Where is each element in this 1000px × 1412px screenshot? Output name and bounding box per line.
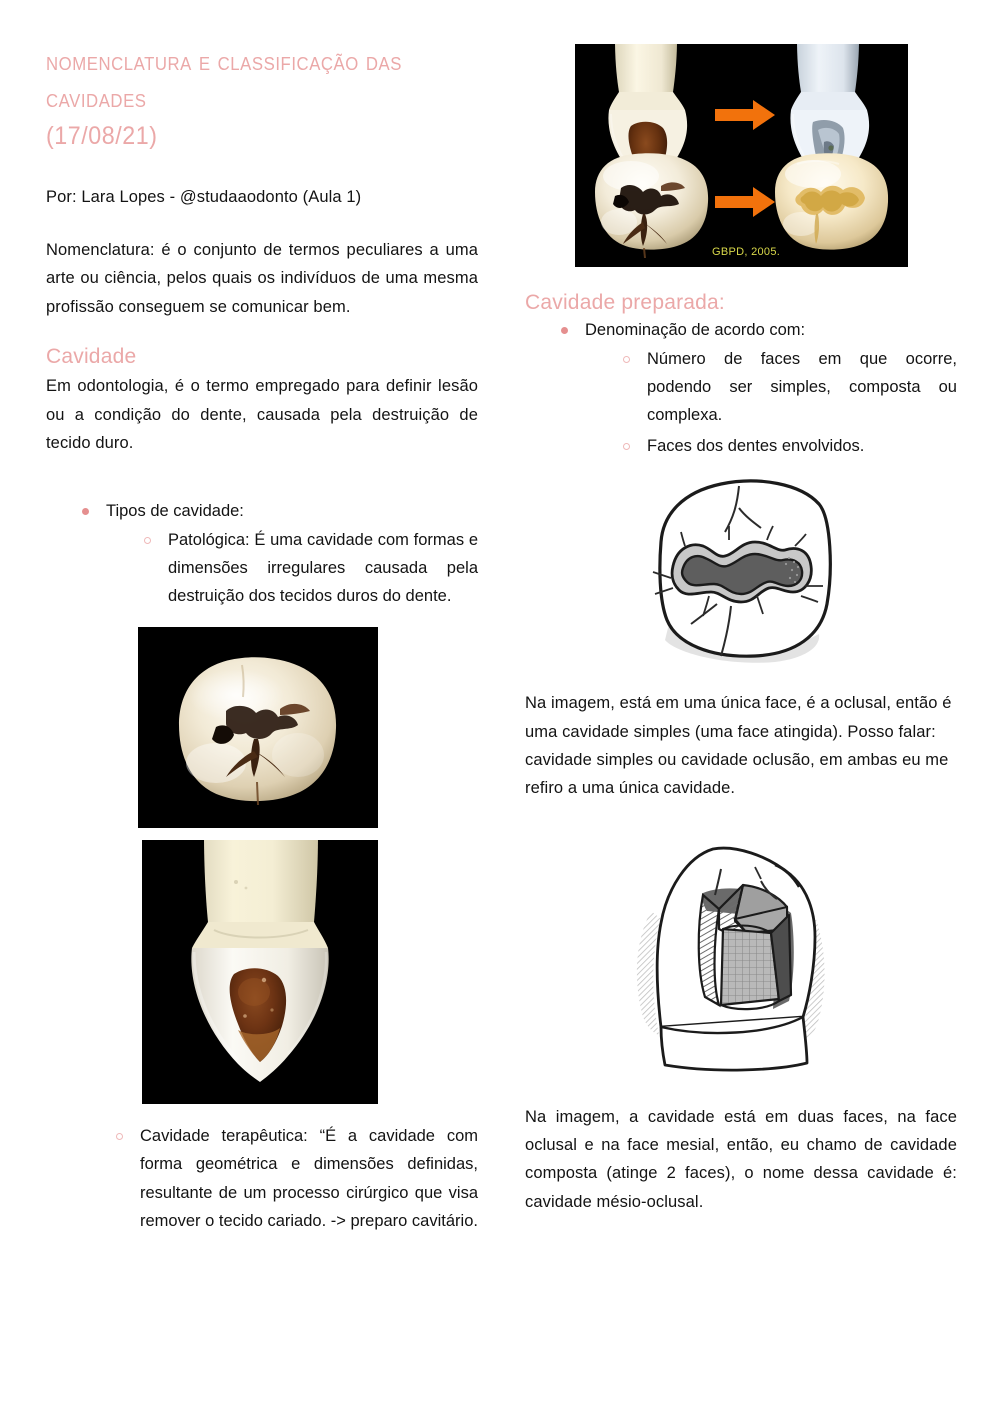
incisor-photo-graphic xyxy=(142,840,378,1104)
list-item xyxy=(619,432,957,460)
prepared-cavity-sublist xyxy=(585,345,957,461)
incisor-photo xyxy=(142,840,378,1104)
prepared-cavity-list xyxy=(525,316,957,460)
list-item xyxy=(557,316,957,460)
denomination-faces-involved: Faces dos dentes envolvidos. xyxy=(647,436,865,455)
list-item xyxy=(140,526,478,611)
left-column xyxy=(46,44,478,1237)
page-title-line-2: (17/08/21) xyxy=(46,122,158,150)
page-title xyxy=(46,44,448,155)
byline: Por: Lara Lopes - @studaaodonto (Aula 1) xyxy=(46,188,362,206)
section-heading-cavidade: Cavidade xyxy=(46,344,137,368)
bullet-circle-icon xyxy=(144,537,151,544)
bullet-disc-icon xyxy=(82,508,89,515)
cavity-types-label: Tipos de cavidade: xyxy=(106,502,244,521)
mo-diagram-graphic xyxy=(595,841,875,1073)
occlusal-diagram-graphic xyxy=(625,474,851,667)
figure-occlusal-diagram xyxy=(625,474,957,667)
intro-paragraph: Nomenclatura: é o conjunto de termos peculiares a uma arte ou ciência, pelos quais os indivíduos de uma mesma profissão conseguem se comunicar bem. xyxy=(46,240,478,316)
cavity-type-patologica: Patológica: É uma cavidade com formas e dimensões irregulares causada pela destruição dos tecidos duros do dente. xyxy=(168,530,478,606)
list-item xyxy=(78,1122,478,1236)
specimen-molar-prepared xyxy=(775,153,888,249)
cavity-types-list xyxy=(46,497,478,611)
cavity-types-sublist xyxy=(106,526,478,611)
figure-molar-photo xyxy=(138,627,478,828)
figure-comparison-photo xyxy=(575,44,957,267)
comparison-photo xyxy=(575,44,908,267)
figure-incisor-photo xyxy=(142,840,478,1104)
cavity-types-sublist-continued xyxy=(78,1122,478,1236)
comparison-photo-graphic xyxy=(575,44,908,267)
cavity-type-terapeutica: Cavidade terapêutica: “É a cavidade com forma geométrica e dimensões definidas, resultante de um processo cirúrgico que visa remover o tecido cariado. -> preparo cavitário. xyxy=(140,1126,478,1230)
list-item xyxy=(112,1122,478,1236)
list-item xyxy=(78,497,478,611)
paragraph-simple-cavity: Na imagem, está em uma única face, é a oclusal, então é uma cavidade simples (uma face atingida). Posso falar: cavidade simples ou cavidade oclusão, em ambas eu me refiro a uma única cavidade. xyxy=(525,694,952,798)
denomination-label: Denominação de acordo com: xyxy=(585,321,806,340)
molar-photo xyxy=(138,627,378,828)
page-title-line-1: nomenclatura e classificação das cavidades xyxy=(46,48,402,113)
right-column xyxy=(525,44,957,1216)
molar-photo-graphic xyxy=(138,627,378,828)
comparison-photo-caption: GBPD, 2005. xyxy=(712,246,781,258)
bullet-disc-icon xyxy=(561,327,568,334)
bullet-circle-icon xyxy=(116,1133,123,1140)
cavidade-paragraph: Em odontologia, é o termo empregado para definir lesão ou a condição do dente, causada pela destruição de tecido duro. xyxy=(46,377,478,452)
bullet-circle-icon xyxy=(623,356,630,363)
figure-mo-diagram xyxy=(595,841,957,1073)
bullet-circle-icon xyxy=(623,443,630,450)
cavity-types-list-continued xyxy=(46,1122,478,1236)
section-heading-cavidade-preparada: Cavidade preparada: xyxy=(525,291,725,314)
list-item xyxy=(619,345,957,430)
paragraph-composite-cavity: Na imagem, a cavidade está em duas faces, na face oclusal e na face mesial, então, eu chamo de cavidade composta (atinge 2 faces), o nome dessa cavidade é: cavidade mésio-oclusal. xyxy=(525,1107,957,1211)
denomination-faces-count: Número de faces em que ocorre, podendo ser simples, composta ou complexa. xyxy=(647,349,957,425)
